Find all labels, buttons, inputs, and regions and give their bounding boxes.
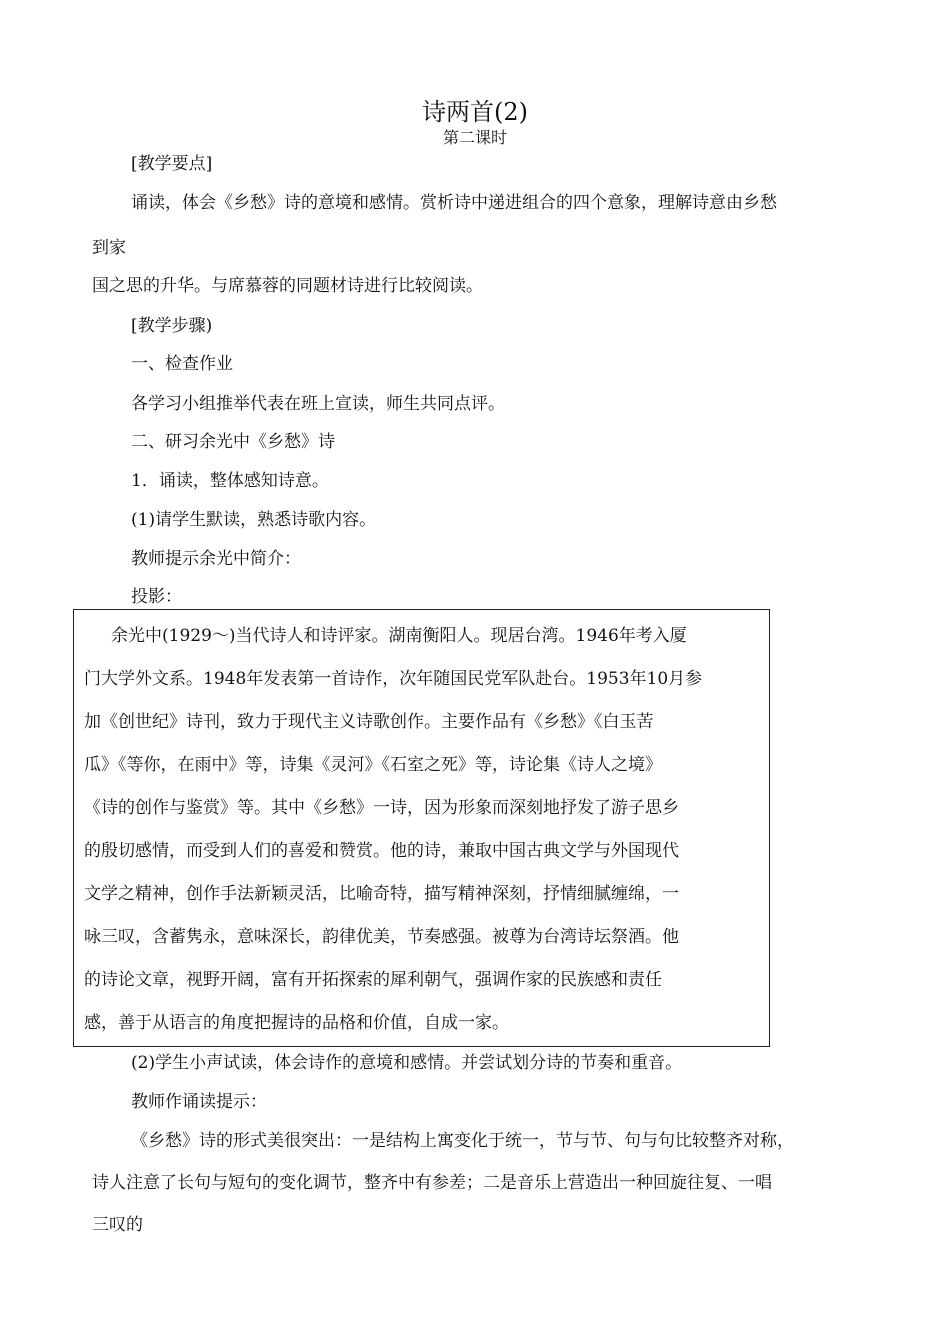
bio-line: 感，善于从语言的角度把握诗的品格和价值，自成一家。 (84, 1013, 509, 1033)
list-item: (1)请学生默读，熟悉诗歌内容。 (131, 510, 377, 530)
paragraph-line: 《乡愁》诗的形式美很突出：一是结构上寓变化于统一，节与节、句与句比较整齐对称， (131, 1131, 794, 1151)
bio-line: 加《创世纪》诗刊，致力于现代主义诗歌创作。主要作品有《乡愁》《白玉苦 (84, 712, 654, 732)
page-subtitle: 第二课时 (442, 128, 507, 147)
section-label-teaching-points: [教学要点] (131, 154, 213, 174)
heading-study-poem: 二、研习余光中《乡愁》诗 (131, 432, 335, 452)
paragraph-line: 教师作诵读提示： (131, 1092, 267, 1112)
section-label-teaching-steps: [教学步骤) (131, 316, 213, 336)
paragraph-line: 诵读，体会《乡愁》诗的意境和感情。赏析诗中递进组合的四个意象，理解诗意由乡愁 (131, 193, 777, 213)
list-item: (2)学生小声试读，体会诗作的意境和感情。并尝试划分诗的节奏和重音。 (131, 1053, 683, 1073)
paragraph-line: 各学习小组推举代表在班上宣读，师生共同点评。 (131, 394, 505, 414)
paragraph-line: 诗人注意了长句与短句的变化调节，整齐中有参差；二是音乐上营造出一种回旋往复、一唱 (92, 1173, 772, 1193)
paragraph-line: 国之思的升华。与席慕蓉的同题材诗进行比较阅读。 (92, 276, 483, 296)
list-item: 1．诵读，整体感知诗意。 (131, 471, 329, 491)
paragraph-line: 教师提示余光中简介： (131, 549, 301, 569)
paragraph-line: 到家 (92, 238, 126, 258)
bio-line: 文学之精神，创作手法新颖灵活，比喻奇特，描写精神深刻，抒情细腻缠绵，一 (84, 884, 679, 904)
heading-check-homework: 一、检查作业 (131, 354, 233, 374)
bio-line: 的殷切感情，而受到人们的喜爱和赞赏。他的诗，兼取中国古典文学与外国现代 (84, 841, 679, 861)
bio-line: 余光中(1929～)当代诗人和诗评家。湖南衡阳人。现居台湾。1946年考入厦 (111, 626, 687, 646)
paragraph-line: 投影： (131, 587, 182, 607)
bio-line: 的诗论文章，视野开阔，富有开拓探索的犀利朝气，强调作家的民族感和责任 (84, 970, 662, 990)
paragraph-line: 三叹的 (92, 1215, 143, 1235)
bio-line: 瓜》《等你，在雨中》等，诗集《灵河》《石室之死》等，诗论集《诗人之境》 (84, 755, 662, 775)
author-bio-box (73, 609, 770, 1047)
bio-line: 《诗的创作与鉴赏》等。其中《乡愁》一诗，因为形象而深刻地抒发了游子思乡 (84, 798, 679, 818)
page-title: 诗两首(2) (422, 98, 528, 126)
bio-line: 咏三叹，含蓄隽永，意味深长，韵律优美，节奏感强。被尊为台湾诗坛祭酒。他 (84, 927, 679, 947)
bio-line: 门大学外文系。1948年发表第一首诗作，次年随国民党军队赴台。1953年10月参 (84, 669, 703, 689)
